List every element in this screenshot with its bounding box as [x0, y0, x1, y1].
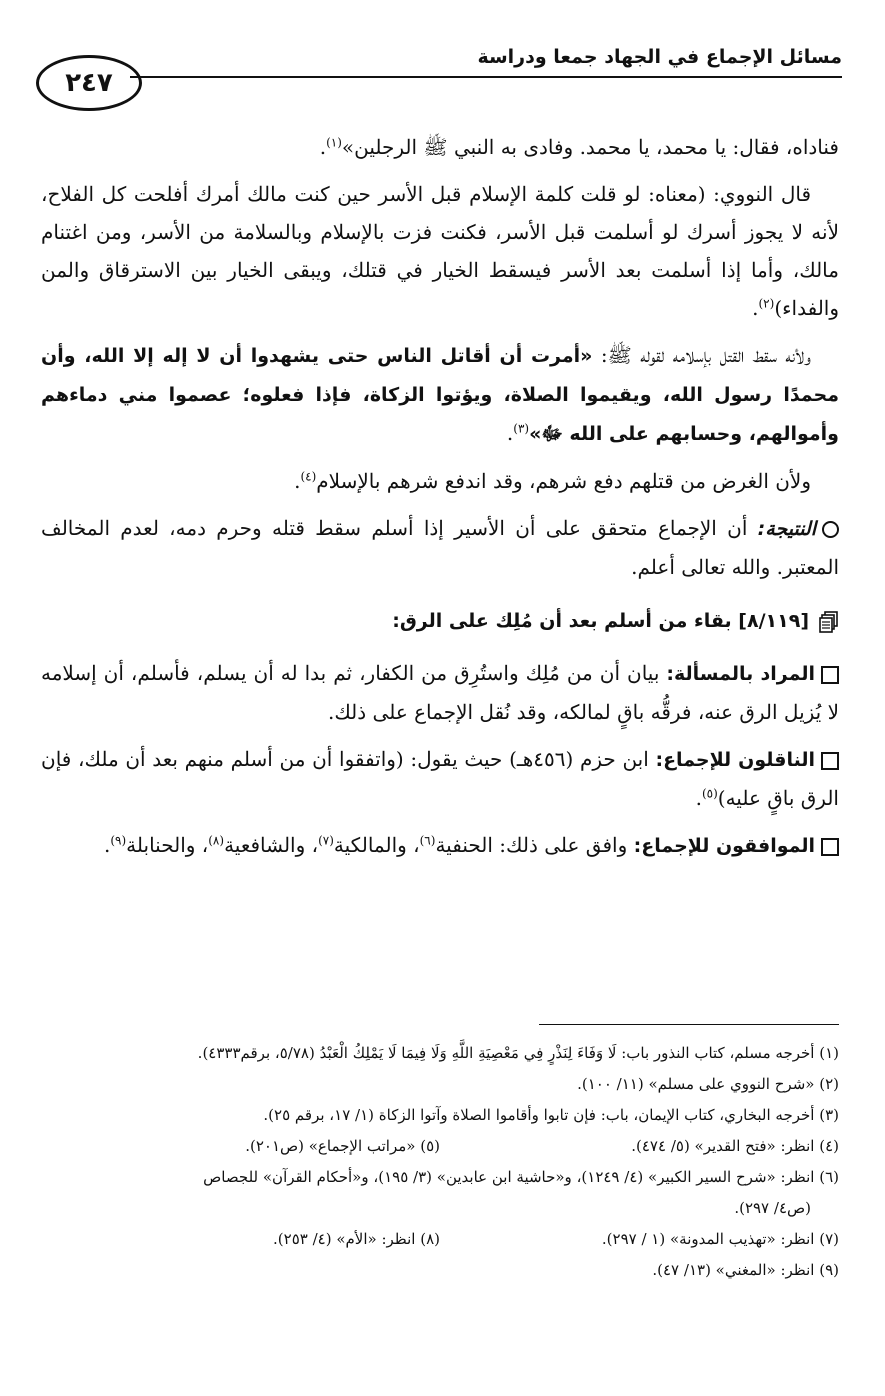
footnote: (٥) «مراتب الإجماع» (ص٢٠١).	[245, 1137, 440, 1155]
footnote-row	[41, 1131, 839, 1162]
main-text	[41, 128, 839, 874]
footnote: (٦) انظر: «شرح السير الكبير» (٤/ ١٢٤٩)، و«حاشية ابن عابدين» (٣/ ١٩٥)، و«أحكام القرآن» للجصاص	[203, 1168, 839, 1186]
running-title: مسائل الإجماع في الجهاد جمعا ودراسة	[477, 46, 842, 68]
footnote: (٨) انظر: «الأم» (٤/ ٢٥٣).	[273, 1230, 440, 1248]
footnote-ref: (٥)	[701, 786, 718, 801]
footnote-ref: (٦)	[419, 833, 436, 848]
circle-bullet-icon	[822, 521, 839, 538]
document-stack-icon	[819, 611, 839, 633]
result-label: النتيجة:	[757, 518, 816, 540]
page-number: ٢٤٧	[36, 55, 142, 111]
point-label: المراد بالمسألة:	[666, 663, 815, 685]
point-label: الناقلون للإجماع:	[655, 749, 815, 771]
square-bullet-icon	[821, 666, 839, 684]
footnote-row	[41, 1224, 839, 1255]
paragraph: ولأن الغرض من قتلهم دفع شرهم، وقد اندفع شرهم بالإسلام$^{(٤)}$.	[294, 469, 811, 493]
footnote-ref: (٢)	[758, 296, 775, 311]
page-header	[36, 40, 842, 110]
paragraph: الناقلون للإجماع: ابن حزم (٤٥٦هـ) حيث يقول: (واتفقوا أن من أسلم منهم بعد أن ملك، فإن الرق باقٍ عليه)$^{(٥)}$.	[41, 747, 839, 810]
footnote-ref: (٣)	[513, 421, 530, 436]
result-paragraph: النتيجة: أن الإجماع متحقق على أن الأسير إذا أسلم سقط قتله وحرم دمه، لعدم المخالف المعتبر. والله تعالى أعلم.	[41, 516, 839, 579]
footnote-ref: (١)	[326, 135, 342, 150]
footnote-separator	[539, 1024, 839, 1025]
point-label: الموافقون للإجماع:	[633, 835, 815, 857]
footnotes	[41, 1038, 839, 1286]
footnote-ref: (٧)	[318, 833, 334, 848]
square-bullet-icon	[821, 752, 839, 770]
section-heading-text: [٨/١١٩] بقاء من أسلم بعد أن مُلِك على الرق:	[392, 610, 809, 632]
hadith-quote: «أمرت أن أقاتل الناس حتى يشهدوا أن لا إله إلا الله، وأن محمدًا رسول الله، ويقيموا الصلاة، ويؤتوا الزكاة، فإذا فعلوه؛ عصموا مني دماءهم وأموالهم، وحسابهم على الله ﷻ»	[41, 345, 839, 445]
paragraph: الموافقون للإجماع: وافق على ذلك: الحنفية$^{(٦)}$، والمالكية$^{(٧)}$، والشافعية$^{(٨)}$، والحنابلة$^{(٩)}$.	[41, 826, 839, 865]
paragraph: قال النووي: (معناه: لو قلت كلمة الإسلام قبل الأسر حين كنت مالك أمرك أفلحت كل الفلاح، لأنه لا يجوز أسرك لو أسلمت قبل الأسر، فكنت فزت بالإسلام وبالسلامة من الأسر، ومن اغتنام مالك، وأما إذا أسلمت بعد الأسر فيسقط الخيار في قتلك، ويبقى الخيار بين الاسترقاق والمن والفداء)$^{(٢)}$.	[41, 182, 839, 320]
footnote: (٧) انظر: «تهذيب المدونة» (١ / ٢٩٧).	[601, 1230, 839, 1248]
section-heading	[41, 602, 839, 640]
footnote: (٢) «شرح النووي على مسلم» (١١/ ١٠٠).	[577, 1075, 839, 1093]
paragraph: المراد بالمسألة: بيان أن من مُلِك واستُرِق من الكفار، ثم بدا له أن يسلم، فأسلم، أن إسلامه لا يُزيل الرق عنه، فرقُّه باقٍ لمالكه، وقد نُقل الإجماع على ذلك.	[41, 661, 839, 724]
header-rule	[130, 76, 842, 78]
footnote-ref: (٩)	[110, 833, 127, 848]
footnote: (٩) انظر: «المغني» (١٣/ ٤٧).	[652, 1261, 839, 1279]
square-bullet-icon	[821, 838, 839, 856]
footnote: (١) أخرجه مسلم، كتاب النذور باب: لَا وَفَاءَ لِنَذْرٍ فِي مَعْصِيَةِ اللَّهِ وَلَا فِيمَا لَا يَمْلِكُ الْعَبْدُ (٥/٧٨، برقم٤٣٣٣).	[197, 1044, 839, 1062]
paragraph: ولأنه سقط القتل بإسلامه لقوله ﷺ: «أمرت أن أقاتل الناس حتى يشهدوا أن لا إله إلا الله، وأن محمدًا رسول الله، ويقيموا الصلاة، ويؤتوا الزكاة، فإذا فعلوه؛ عصموا مني دماءهم وأموالهم، وحسابهم على الله ﷻ»$^{(٣)}$.	[41, 343, 839, 445]
paragraph: فناداه، فقال: يا محمد، يا محمد. وفادى به النبي ﷺ الرجلين»$^{(١)}$.	[319, 135, 839, 159]
footnote-ref: (٨)	[208, 833, 225, 848]
footnote-continuation: (ص٤/ ٢٩٧).	[734, 1199, 811, 1217]
footnote: (٤) انظر: «فتح القدير» (٥/ ٤٧٤).	[631, 1137, 839, 1155]
footnote: (٣) أخرجه البخاري، كتاب الإيمان، باب: فإن تابوا وأقاموا الصلاة وآتوا الزكاة (١/ ١٧، برقم ٢٥).	[263, 1106, 839, 1124]
footnote-ref: (٤)	[300, 469, 317, 484]
